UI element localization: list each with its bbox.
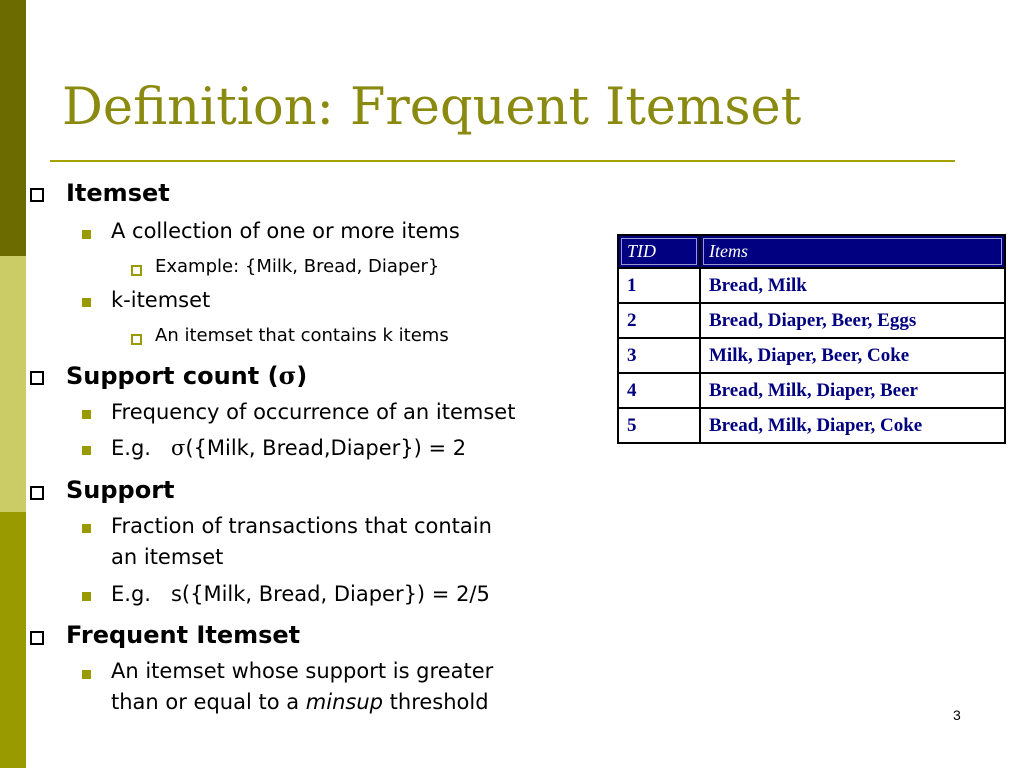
bullet-support: Support — [66, 476, 175, 504]
filled-square-bullet-icon — [82, 670, 91, 679]
bullet-k-itemset-def: An itemset that contains k items — [155, 325, 449, 346]
cell-items: Bread, Milk — [700, 268, 1005, 303]
sigma-symbol: σ — [278, 361, 297, 390]
square-bullet-icon — [30, 371, 44, 385]
support-count-close: ) — [296, 362, 308, 390]
bullet-support-count-eg — [111, 436, 466, 460]
filled-square-bullet-icon — [82, 230, 91, 239]
support-count-label: Support count ( — [66, 362, 279, 390]
table-header-row — [618, 235, 1005, 268]
filled-square-bullet-icon — [82, 298, 91, 307]
bullet-support-def-1: Fraction of transactions that contain — [111, 514, 492, 538]
table-row — [618, 408, 1005, 443]
square-bullet-icon — [30, 631, 44, 645]
cell-tid: 5 — [618, 408, 700, 443]
filled-square-bullet-icon — [82, 592, 91, 601]
cell-items: Bread, Milk, Diaper, Coke — [700, 408, 1005, 443]
header-items: Items — [700, 235, 1005, 268]
header-tid: TID — [618, 235, 700, 268]
cell-tid: 1 — [618, 268, 700, 303]
sigma-symbol: σ — [170, 436, 186, 460]
table-row — [618, 338, 1005, 373]
bullet-frequent-def-1: An itemset whose support is greater — [111, 659, 494, 683]
table-row — [618, 268, 1005, 303]
bullet-support-def-2: an itemset — [111, 545, 224, 569]
bullet-support-count-def: Frequency of occurrence of an itemset — [111, 400, 516, 424]
minsup-term: minsup — [305, 690, 383, 714]
bullet-frequent-def-2 — [111, 690, 489, 714]
cell-tid: 2 — [618, 303, 700, 338]
transactions-table — [617, 234, 1006, 444]
bullet-itemset-def: A collection of one or more items — [111, 219, 460, 243]
small-square-bullet-icon — [131, 265, 142, 276]
cell-items: Milk, Diaper, Beer, Coke — [700, 338, 1005, 373]
filled-square-bullet-icon — [82, 410, 91, 419]
bullet-itemset-example: Example: {Milk, Bread, Diaper} — [155, 256, 440, 277]
bullet-support-count — [66, 361, 307, 390]
bullet-support-eg: E.g. s({Milk, Bread, Diaper}) = 2/5 — [111, 582, 490, 606]
bullet-k-itemset: k-itemset — [111, 288, 211, 312]
square-bullet-icon — [30, 188, 44, 202]
eg-expression: ({Milk, Bread,Diaper}) = 2 — [185, 436, 467, 460]
small-square-bullet-icon — [131, 334, 142, 345]
frequent-def-tail: threshold — [382, 690, 489, 714]
bullet-itemset: Itemset — [66, 179, 170, 207]
frequent-def-text: than or equal to a — [111, 690, 306, 714]
filled-square-bullet-icon — [82, 446, 91, 455]
square-bullet-icon — [30, 486, 44, 500]
cell-tid: 4 — [618, 373, 700, 408]
table-row — [618, 303, 1005, 338]
table-row — [618, 373, 1005, 408]
eg-label: E.g. — [111, 436, 171, 460]
cell-tid: 3 — [618, 338, 700, 373]
bullet-frequent-itemset: Frequent Itemset — [66, 621, 301, 649]
filled-square-bullet-icon — [82, 524, 91, 533]
page-number: 3 — [953, 707, 961, 723]
slide-title: Definition: Frequent Itemset — [62, 78, 802, 137]
cell-items: Bread, Milk, Diaper, Beer — [700, 373, 1005, 408]
cell-items: Bread, Diaper, Beer, Eggs — [700, 303, 1005, 338]
